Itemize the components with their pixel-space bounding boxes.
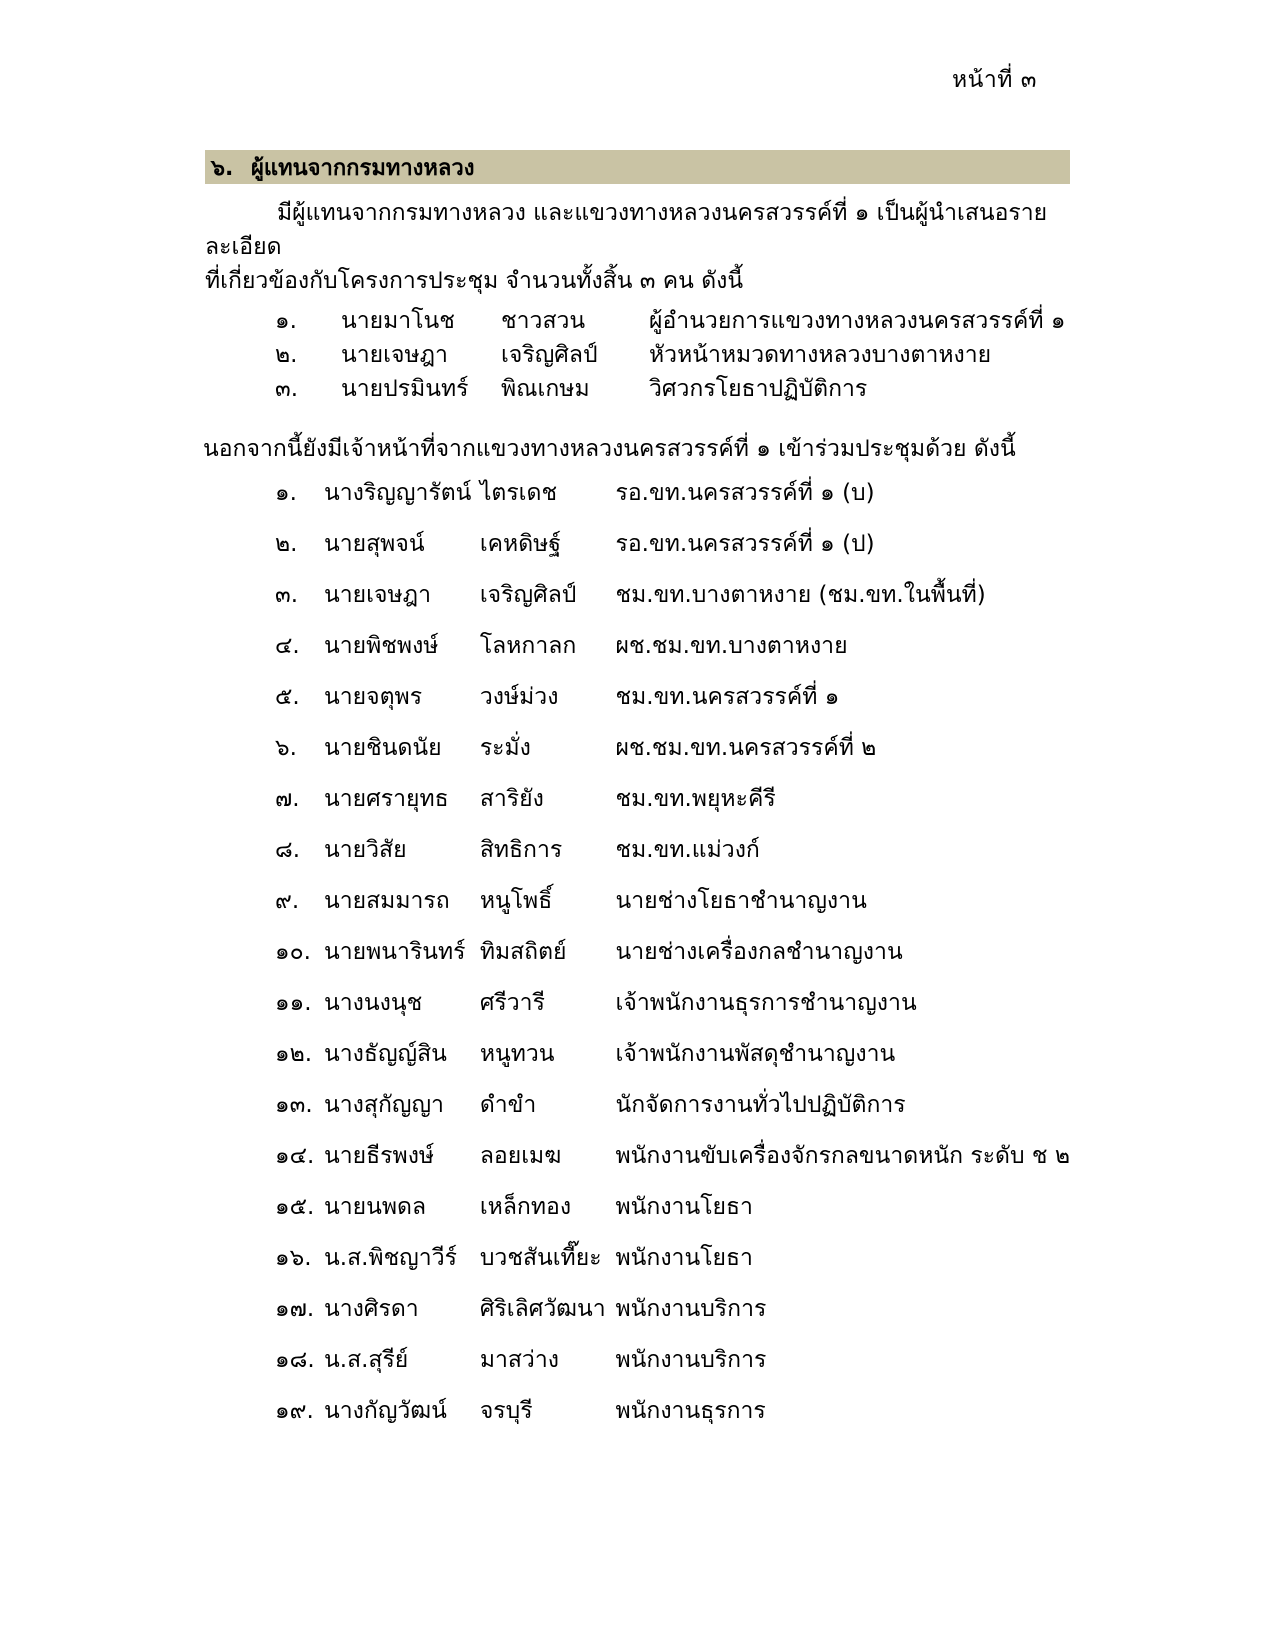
section-title: ผู้แทนจากกรมทางหลวง [251,155,475,181]
row-position: วิศวกรโยธาปฏิบัติการ [649,376,868,402]
table-row [275,338,1066,372]
row-surname: หนูทวน [479,1041,555,1067]
table-row [275,527,1070,578]
row-index: ๓. [275,582,299,608]
intro-line-1: มีผู้แทนจากกรมทางหลวง และแขวงทางหลวงนครสวรรค์ที่ ๑ เป็นผู้นำเสนอรายละเอียด [205,200,1048,260]
row-index: ๑๕. [275,1194,315,1220]
section-number: ๖. [211,155,234,181]
row-index: ๑๔. [275,1143,315,1169]
row-name: นายพนารินทร์ [324,939,466,965]
row-surname: ระมั่ง [479,735,531,761]
row-position: รอ.ขท.นครสวรรค์ที่ ๑ (บ) [615,480,875,506]
row-position: ชม.ขท.นครสวรรค์ที่ ๑ [615,684,840,710]
table-row [275,1241,1070,1292]
row-position: ชม.ขท.บางตาหงาย (ชม.ขท.ในพื้นที่) [615,582,986,608]
row-name: นายเจษฎา [341,342,448,368]
row-surname: ลอยเมฆ [479,1143,562,1169]
row-surname: มาสว่าง [479,1347,559,1373]
row-position: พนักงานบริการ [615,1347,767,1373]
row-surname: ชาวสวน [501,308,586,334]
table-row [275,1394,1070,1445]
row-surname: เคหดิษฐ์ [479,531,562,557]
row-name: นายเจษฎา [324,582,432,608]
row-surname: สิทธิการ [479,837,563,863]
row-index: ๓. [275,376,299,402]
row-surname: ศรีวารี [479,990,545,1016]
table-row [275,1343,1070,1394]
row-position: รอ.ขท.นครสวรรค์ที่ ๑ (ป) [615,531,875,557]
row-index: ๑. [275,480,297,506]
row-index: ๑๒. [275,1041,313,1067]
table-row [275,731,1070,782]
table-row [275,1190,1070,1241]
row-surname: ทิมสถิตย์ [479,939,567,965]
table-row [275,884,1070,935]
row-name: นายธีรพงษ์ [324,1143,435,1169]
row-name: นายนพดล [324,1194,427,1220]
row-surname: เจริญศิลป์ [479,582,577,608]
row-name: นายศรายุทธ [324,786,449,812]
row-position: พนักงานโยธา [615,1194,753,1220]
row-position: หัวหน้าหมวดทางหลวงบางตาหงาย [649,342,992,368]
row-name: นายมาโนช [341,308,455,334]
table-row [275,833,1070,884]
row-position: พนักงานขับเครื่องจักรกลขนาดหนัก ระดับ ช ๒ [615,1143,1070,1169]
intro-line-2: ที่เกี่ยวข้องกับโครงการประชุม จำนวนทั้งสิ้น ๓ คน ดังนี้ [205,268,744,294]
row-surname: บวชสันเที๊ยะ [479,1245,602,1271]
row-name: นายวิสัย [324,837,407,863]
row-surname: เหล็กทอง [479,1194,572,1220]
row-position: เจ้าพนักงานธุรการชำนาญงาน [615,990,917,1016]
table-row [275,680,1070,731]
row-name: น.ส.พิชญาวีร์ [324,1245,457,1271]
document-content [0,150,1275,1445]
row-position: นักจัดการงานทั่วไปปฏิบัติการ [615,1092,906,1118]
row-surname: หนูโพธิ์ [479,888,553,914]
row-name: น.ส.สุรีย์ [324,1347,409,1373]
row-position: ชม.ขท.พยุหะคีรี [615,786,776,812]
table-row [275,372,1066,406]
row-position: พนักงานธุรการ [615,1398,766,1424]
row-name: นายพิชพงษ์ [324,633,439,659]
row-name: นางศิรดา [324,1296,419,1322]
table-row [275,782,1070,833]
row-position: ผู้อำนวยการแขวงทางหลวงนครสวรรค์ที่ ๑ [649,308,1066,334]
row-surname: ไตรเดช [479,480,558,506]
row-surname: จรบุรี [479,1398,533,1424]
table-row [275,1037,1070,1088]
table-row [275,986,1070,1037]
row-position: ผช.ชม.ขท.นครสวรรค์ที่ ๒ [615,735,877,761]
row-index: ๖. [275,735,297,761]
row-name: นายชินดนัย [324,735,442,761]
representatives-table [275,304,1066,406]
row-index: ๔. [275,633,300,659]
page-number-header: หน้าที่ ๓ [952,67,1037,93]
row-name: นางริญญารัตน์ [324,480,472,506]
row-surname: เจริญศิลป์ [501,342,598,368]
row-position: พนักงานโยธา [615,1245,753,1271]
staff-table [275,476,1070,1445]
row-surname: ศิริเลิศวัฒนา [479,1296,606,1322]
row-surname: พิณเกษม [501,376,590,402]
row-name: นายจตุพร [324,684,423,710]
table-row [275,1088,1070,1139]
row-name: นางกัญวัฒน์ [324,1398,447,1424]
row-surname: ดำขำ [479,1092,537,1118]
row-index: ๘. [275,837,301,863]
row-index: ๗. [275,786,300,812]
row-index: ๑๖. [275,1245,312,1271]
table-row [275,1139,1070,1190]
table-row [275,629,1070,680]
row-index: ๑๘. [275,1347,315,1373]
table-row [275,1292,1070,1343]
row-index: ๑๐. [275,939,311,965]
row-index: ๑. [275,308,297,334]
staff-intro-paragraph: นอกจากนี้ยังมีเจ้าหน้าที่จากแขวงทางหลวงนครสวรรค์ที่ ๑ เข้าร่วมประชุมด้วย ดังนี้ [203,436,1016,462]
row-position: พนักงานบริการ [615,1296,767,1322]
row-surname: วงษ์ม่วง [479,684,559,710]
row-name: นายปรมินทร์ [341,376,469,402]
row-position: ผช.ชม.ขท.บางตาหงาย [615,633,848,659]
section-heading-bar [205,150,1070,184]
row-surname: โลหกาลก [479,633,577,659]
row-position: ชม.ขท.แม่วงก์ [615,837,760,863]
row-index: ๙. [275,888,300,914]
row-index: ๑๗. [275,1296,315,1322]
table-row [275,304,1066,338]
row-index: ๑๓. [275,1092,313,1118]
row-surname: สาริยัง [479,786,544,812]
row-name: นายสมมารถ [324,888,450,914]
row-name: นางสุกัญญา [324,1092,444,1118]
table-row [275,578,1070,629]
row-name: นายสุพจน์ [324,531,425,557]
row-index: ๑๙. [275,1398,314,1424]
row-index: ๑๑. [275,990,312,1016]
table-row [275,476,1070,527]
row-name: นางนงนุช [324,990,423,1016]
row-index: ๒. [275,531,298,557]
row-position: เจ้าพนักงานพัสดุชำนาญงาน [615,1041,896,1067]
row-index: ๕. [275,684,300,710]
intro-paragraph [205,196,1070,298]
row-index: ๒. [275,342,298,368]
row-name: นางธัญญ์สิน [324,1041,447,1067]
table-row [275,935,1070,986]
row-position: นายช่างโยธาชำนาญงาน [615,888,867,914]
row-position: นายช่างเครื่องกลชำนาญงาน [615,939,903,965]
